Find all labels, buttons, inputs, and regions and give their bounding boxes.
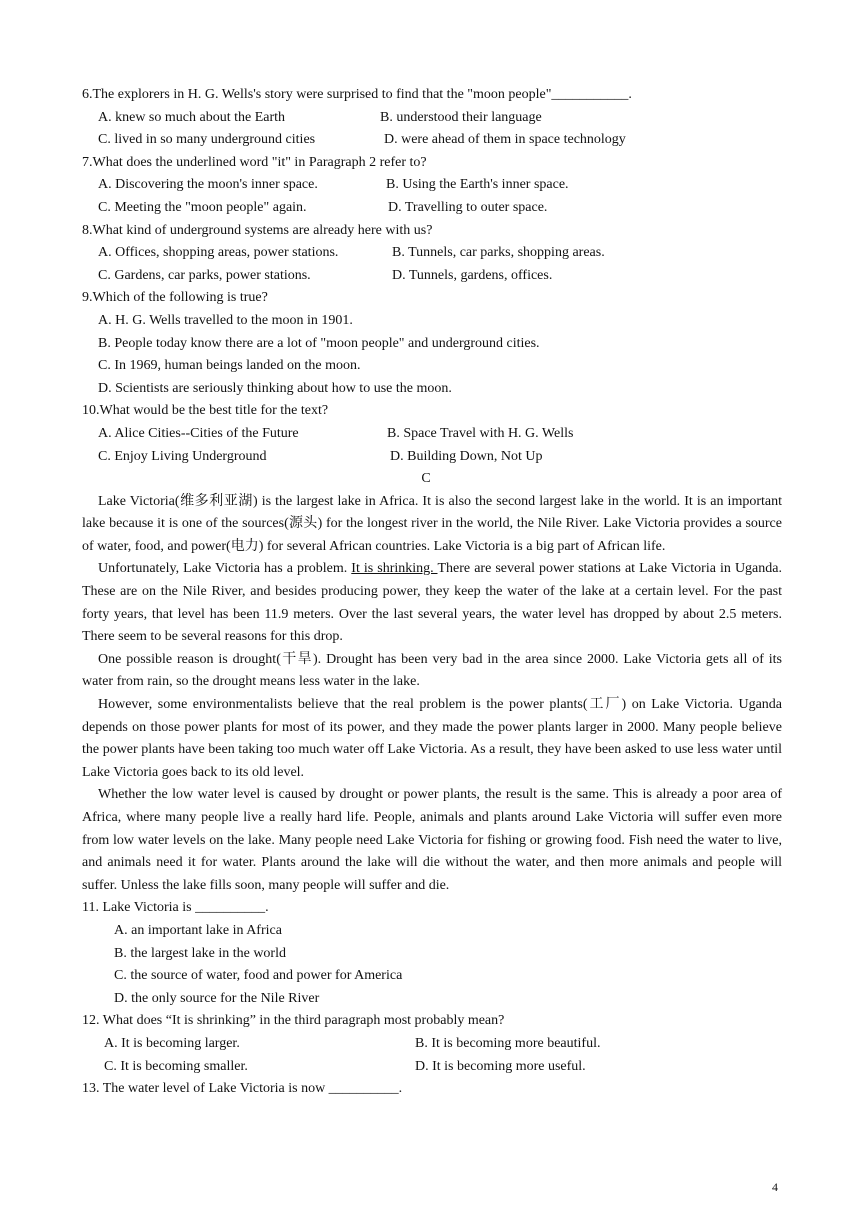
passage-paragraph-2 [82, 558, 782, 648]
question-12-option-a: A. It is becoming larger. [104, 1035, 240, 1051]
passage-paragraph-1: Lake Victoria(维多利亚湖) is the largest lake in Africa. It is also the second largest lake in the world. It is an important lake because it is one of the sources(源头) for the longest river in the world, the Nile River. Lake Victoria provides a source of water, food, and power(电力) for several African countries. Lake Victoria is a big part of African life. [82, 493, 782, 554]
question-6-option-c: C. lived in so many underground cities [98, 132, 316, 148]
question-11-option-d: D. the only source for the Nile River [114, 990, 320, 1006]
question-8-options-row1 [82, 242, 782, 265]
question-7-option-b: B. Using the Earth's inner space. [386, 177, 569, 193]
question-9-stem: 9.Which of the following is true? [82, 290, 268, 306]
question-10-option-a: A. Alice Cities--Cities of the Future [98, 425, 299, 441]
question-11-option-b: B. the largest lake in the world [114, 945, 286, 961]
question-6-options-row2 [82, 129, 782, 152]
question-10-option-b: B. Space Travel with H. G. Wells [387, 425, 574, 441]
question-11-option-b-row [82, 943, 782, 966]
question-6-option-d: D. were ahead of them in space technology [384, 132, 626, 148]
question-11-option-a-row [82, 920, 782, 943]
question-9-option-b: B. People today know there are a lot of "moon people" and underground cities. [98, 335, 540, 351]
question-9-option-b-row [82, 333, 782, 356]
question-8-option-d: D. Tunnels, gardens, offices. [392, 267, 553, 283]
question-8-option-b: B. Tunnels, car parks, shopping areas. [392, 245, 605, 261]
underlined-phrase: It is shrinking. [351, 561, 438, 577]
question-7-option-a: A. Discovering the moon's inner space. [98, 177, 318, 193]
question-8-option-c: C. Gardens, car parks, power stations. [98, 267, 311, 283]
exam-page [82, 84, 782, 1101]
question-11-option-a: A. an important lake in Africa [114, 922, 282, 938]
question-10-option-c: C. Enjoy Living Underground [98, 448, 267, 464]
question-10-options-row2 [82, 446, 782, 469]
question-8-option-a: A. Offices, shopping areas, power stations. [98, 245, 339, 261]
question-7-option-d: D. Travelling to outer space. [388, 199, 548, 215]
passage-paragraph-3: One possible reason is drought(干旱). Drought has been very bad in the area since 2000. Lake Victoria gets all of its water from rain, so the drought means less water in the lake. [82, 651, 782, 690]
question-7-option-c: C. Meeting the "moon people" again. [98, 199, 307, 215]
question-10-option-d: D. Building Down, Not Up [390, 448, 543, 464]
question-9-option-a-row [82, 310, 782, 333]
section-heading-c: C [421, 471, 431, 487]
page-number: 4 [772, 1180, 778, 1194]
question-6-option-b: B. understood their language [380, 109, 542, 125]
question-8-options-row2 [82, 265, 782, 288]
question-9-option-c-row [82, 355, 782, 378]
question-8-stem: 8.What kind of underground systems are already here with us? [82, 222, 433, 238]
question-11-option-d-row [82, 988, 782, 1011]
question-10-options-row1 [82, 423, 782, 446]
question-9-option-d-row [82, 378, 782, 401]
question-9-option-a: A. H. G. Wells travelled to the moon in 1901. [98, 312, 353, 328]
question-6-option-a: A. knew so much about the Earth [98, 109, 286, 125]
question-7-stem: 7.What does the underlined word "it" in Paragraph 2 refer to? [82, 154, 427, 170]
question-6-stem: 6.The explorers in H. G. Wells's story were surprised to find that the "moon people"___________. [82, 87, 632, 102]
question-12-options-row1 [82, 1033, 782, 1056]
passage-paragraph-5: Whether the low water level is caused by drought or power plants, the result is the same. This is already a poor area of Africa, where many people live a really hard life. People, animals and plants around Lake Victoria will suffer even more from low water levels on the lake. Many people need Lake Victoria for fishing or growing food. Fish need the water to live, and animals need it for water. Plants around the lake will die without the water, and then more animals and people will suffer. Unless the lake fills soon, many people will suffer and die. [82, 787, 782, 893]
question-12-option-b: B. It is becoming more beautiful. [415, 1035, 601, 1051]
question-12-options-row2 [82, 1056, 782, 1079]
question-11-option-c-row [82, 965, 782, 988]
question-6-options-row1 [82, 107, 782, 130]
question-12-option-d: D. It is becoming more useful. [415, 1058, 586, 1074]
question-9-option-d: D. Scientists are seriously thinking about how to use the moon. [98, 380, 452, 396]
passage-paragraph-2-start: Unfortunately, Lake Victoria has a problem. [98, 561, 352, 577]
question-11-option-c: C. the source of water, food and power for America [114, 968, 403, 984]
question-7-options-row1 [82, 174, 782, 197]
question-7-options-row2 [82, 197, 782, 220]
passage-paragraph-2-rest: There are several power stations at Lake Victoria in Uganda. These are on the Nile River, and besides producing power, they keep the water of the lake at a certain level. For the past forty years, that level has been 11.9 meters. Over the last several years, the water level has dropped by about 2.5 meters. There seem to be several reasons for this drop. [82, 561, 782, 645]
question-12-option-c: C. It is becoming smaller. [104, 1058, 248, 1074]
question-9-option-c: C. In 1969, human beings landed on the moon. [98, 358, 361, 374]
question-12-stem: 12. What does “It is shrinking” in the third paragraph most probably mean? [82, 1013, 505, 1029]
question-11-stem: 11. Lake Victoria is __________. [82, 900, 269, 916]
question-13-stem: 13. The water level of Lake Victoria is now __________. [82, 1081, 403, 1097]
question-10-stem: 10.What would be the best title for the text? [82, 403, 329, 419]
passage-paragraph-4: However, some environmentalists believe that the real problem is the power plants(工厂) on Lake Victoria. Uganda depends on those power plants for most of its power, and they made the power plants larger in 2000. Many people believe the power plants have been taking too much water off Lake Victoria. As a result, they have been asked to use less water until Lake Victoria goes back to its old level. [82, 697, 782, 780]
